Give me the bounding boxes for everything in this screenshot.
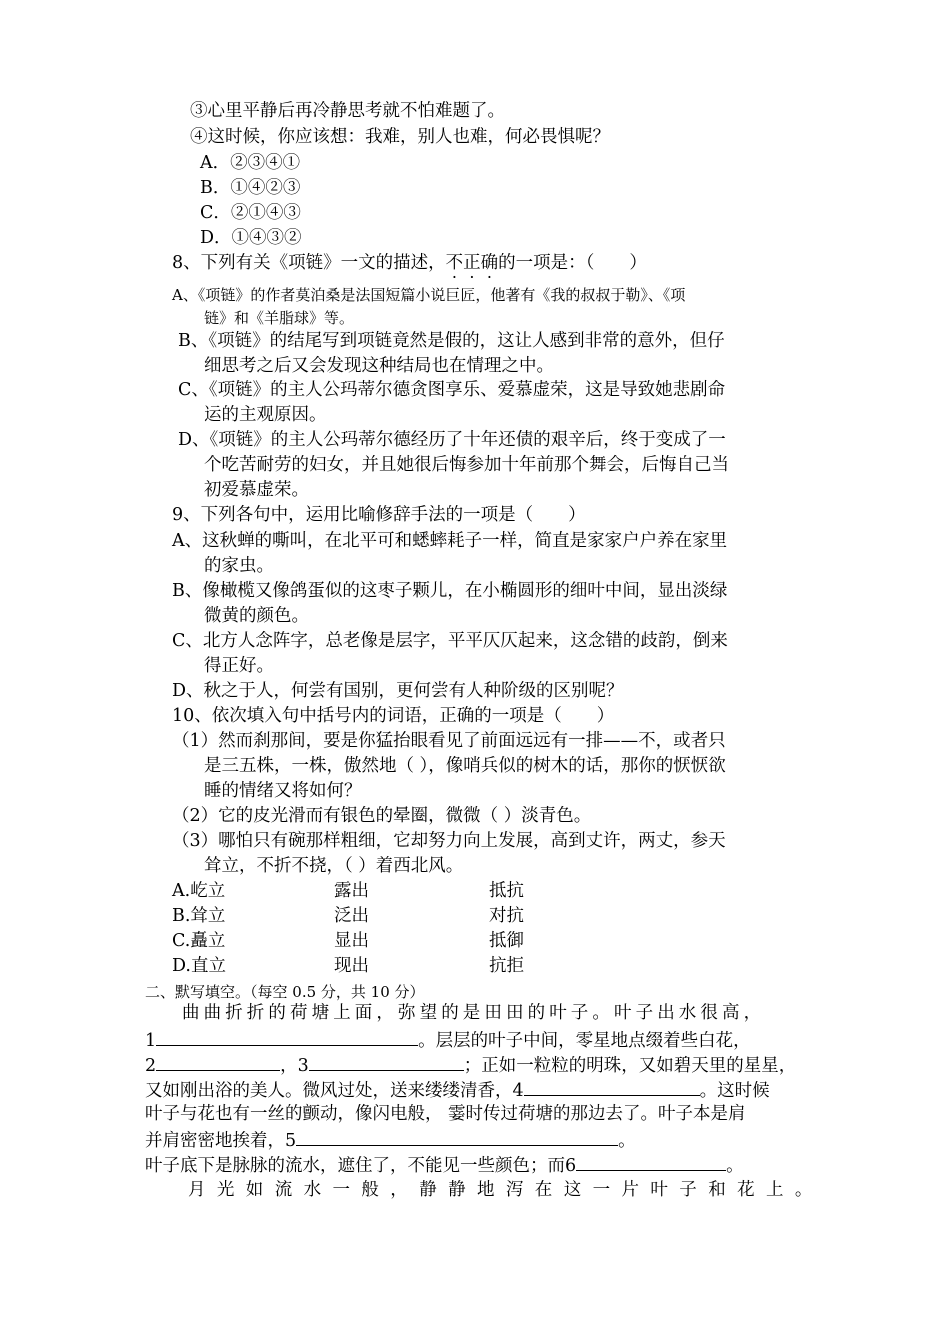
q8-option-b-line2: 细思考之后又会发现这种结局也在情理之中。	[204, 356, 554, 376]
q10-option-d-word2: 现出	[334, 956, 369, 976]
q7-item-3: ③心里平静后再冷静思考就不怕难题了。	[190, 101, 505, 121]
q9-option-a-line1: A、这秋蝉的嘶叫，在北平可和蟋蟀耗子一样，简直是家家户户养在家里	[172, 531, 728, 551]
q10-option-c-word3: 抵御	[489, 931, 524, 951]
blank-2[interactable]	[156, 1052, 280, 1071]
q10-option-b-word2: 泛出	[334, 906, 369, 926]
blank-5[interactable]	[296, 1127, 618, 1146]
section2-line5: 叶子与花也有一丝的颤动，像闪电般， 霎时传过荷塘的那边去了。叶子本是肩	[145, 1104, 746, 1124]
section2-heading: 二、默写填空。（每空 0.5 分，共 10 分）	[145, 983, 425, 1001]
section2-line2	[145, 1027, 751, 1053]
section2-line2-text: 。层层的叶子中间，零星地点缀着些白花，	[418, 1031, 751, 1051]
blank-1[interactable]	[156, 1027, 418, 1046]
section2-line3	[145, 1052, 796, 1078]
section2-line3-text: ；正如一粒粒的明珠，又如碧天里的星星，	[463, 1056, 797, 1076]
q10-option-d-word1: D.直立	[172, 956, 226, 976]
section2-line7-b: 。	[726, 1156, 744, 1176]
q8-option-a-line1: A、《项链》的作者莫泊桑是法国短篇小说巨匠，他著有《我的叔叔于勒》、《项	[172, 286, 686, 304]
q7-option-a: A．②③④①	[200, 153, 301, 173]
q8-stem-dot-1: 不	[445, 253, 464, 273]
q10-option-c-word2: 显出	[334, 931, 369, 951]
q7-item-4: ④这时候，你应该想：我难，别人也难，何必畏惧呢？	[190, 127, 610, 147]
q9-option-d: D、秋之于人，何尝有国别，更何尝有人种阶级的区别呢？	[172, 681, 624, 701]
blank-6[interactable]	[576, 1152, 726, 1171]
section2-line1: 曲曲折折的荷塘上面，弥望的是田田的叶子。叶子出水很高，	[182, 1003, 766, 1023]
q8-stem	[172, 251, 647, 275]
q10-option-b-word3: 对抗	[489, 906, 524, 926]
q7-option-c: C．②①④③	[200, 203, 301, 223]
section2-line4-b: 。这时候	[699, 1081, 770, 1101]
section2-line8: 月光如流水一般，静静地泻在这一片叶子和花上。	[188, 1180, 824, 1200]
q10-option-b-word1: B.耸立	[172, 906, 226, 926]
section2-line6-a: 并肩密密地挨着，	[145, 1131, 285, 1151]
q8-option-b-line1: B、《项链》的结尾写到项链竟然是假的，这让人感到非常的意外，但仔	[178, 331, 725, 351]
blank-3[interactable]	[309, 1052, 464, 1071]
q8-option-c-line1: C、《项链》的主人公玛蒂尔德贪图享乐、爱慕虚荣，这是导致她悲剧命	[178, 380, 726, 400]
q8-option-d-line1: D、《项链》的主人公玛蒂尔德经历了十年还债的艰辛后，终于变成了一	[178, 430, 726, 450]
q10-sentence-2: （2）它的皮光滑而有银色的晕圈，微微（ ）淡青色。	[172, 806, 592, 826]
q9-option-a-line2: 的家虫。	[204, 556, 274, 576]
q9-stem: 9、下列各句中，运用比喻修辞手法的一项是（ ）	[172, 505, 586, 525]
q10-sentence-1-line2: 是三五株，一株，傲然地（ ），像哨兵似的树木的话，那你的恹恹欲	[204, 756, 726, 776]
section2-line4	[145, 1077, 770, 1103]
q10-option-c-word1: C.矗立	[172, 931, 226, 951]
q8-stem-dot-3: 确	[480, 253, 499, 273]
section2-comma: ，	[280, 1056, 298, 1076]
blank-5-number: 5	[285, 1131, 297, 1151]
q9-option-b-line2: 微黄的颜色。	[204, 606, 309, 626]
q10-stem: 10、依次填入句中括号内的词语，正确的一项是（ ）	[172, 706, 615, 726]
q8-option-c-line2: 运的主观原因。	[204, 405, 327, 425]
blank-4[interactable]	[524, 1077, 700, 1096]
section2-line4-a: 又如刚出浴的美人。微风过处，送来缕缕清香，	[145, 1081, 513, 1101]
q8-option-d-line2: 个吃苦耐劳的妇女，并且她很后悔参加十年前那个舞会，后悔自己当	[204, 455, 729, 475]
q10-option-a-word2: 露出	[334, 881, 369, 901]
q8-option-a-line2: 链》和《羊脂球》等。	[204, 309, 355, 327]
q7-option-d: D．①④③②	[200, 228, 302, 248]
blank-1-number: 1	[145, 1031, 157, 1051]
blank-2-number: 2	[145, 1056, 157, 1076]
blank-6-number: 6	[565, 1156, 577, 1176]
blank-4-number: 4	[512, 1081, 524, 1101]
q10-option-a-word3: 抵抗	[489, 881, 524, 901]
section2-line6	[145, 1127, 636, 1153]
q8-stem-dot-2: 正	[463, 253, 481, 273]
q9-option-c-line2: 得正好。	[204, 656, 274, 676]
section2-line7	[145, 1152, 744, 1178]
q10-option-a-word1: A.屹立	[172, 881, 226, 901]
q9-option-b-line1: B、像橄榄又像鸽蛋似的这枣子颗儿，在小椭圆形的细叶中间，显出淡绿	[172, 581, 728, 601]
q10-sentence-3-line2: 耸立，不折不挠，（ ）着西北风。	[204, 856, 464, 876]
q10-sentence-3-line1: （3）哪怕只有碗那样粗细，它却努力向上发展，高到丈许，两丈，参天	[172, 831, 726, 851]
q10-sentence-1-line1: （1）然而刹那间，要是你猛抬眼看见了前面远远有一排——不，或者只	[172, 731, 726, 751]
q7-option-b: B．①④②③	[200, 178, 301, 198]
section2-line7-a: 叶子底下是脉脉的流水，遮住了，不能见一些颜色；而	[145, 1156, 565, 1176]
q10-sentence-1-line3: 睡的情绪又将如何？	[204, 781, 362, 801]
q8-stem-b: 的一项是：（ ）	[498, 253, 647, 273]
q9-option-c-line1: C、北方人念阵字，总老像是层字，平平仄仄起来，这念错的歧韵，倒来	[172, 631, 728, 651]
section2-line6-b: 。	[618, 1131, 636, 1151]
blank-3-number: 3	[297, 1056, 309, 1076]
q10-option-d-word3: 抗拒	[489, 956, 524, 976]
q8-option-d-line3: 初爱慕虚荣。	[204, 480, 309, 500]
q8-stem-a: 8、下列有关《项链》一文的描述，	[172, 253, 446, 273]
